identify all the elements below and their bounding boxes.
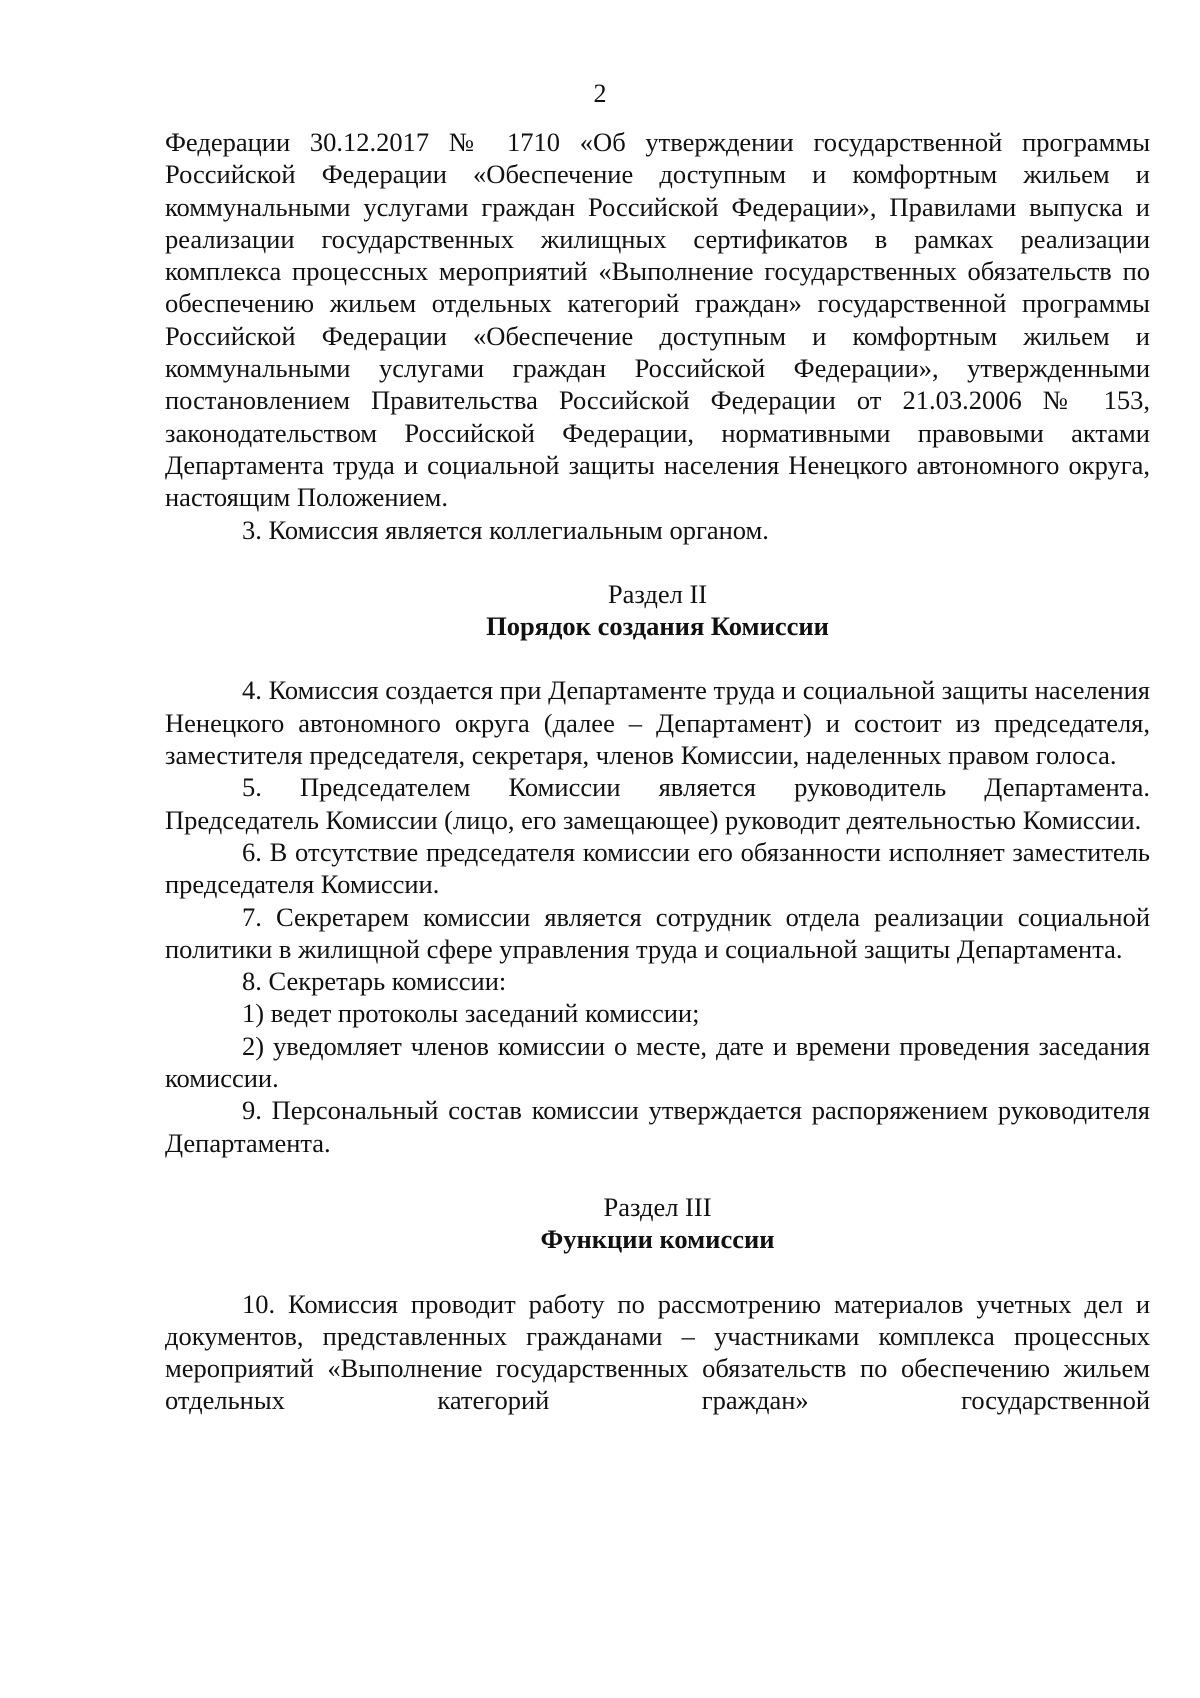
section-2-label: Раздел II: [607, 578, 708, 609]
item-4: 4. Комиссия создается при Департаменте труда и социальной защиты населения Ненецкого автономного округа (далее – Департамент) и состоит из председателя, заместителя председателя, секретаря, членов Комиссии, наделенных правом голоса.: [165, 675, 1150, 771]
item-7: 7. Секретарем комиссии является сотрудник отдела реализации социальной политики в жилищной сфере управления труда и социальной защиты Департамента.: [165, 901, 1150, 964]
section-3-label: Раздел III: [603, 1191, 712, 1222]
item-5: 5. Председателем Комиссии является руководитель Департамента. Председатель Комиссии (лицо, его замещающее) руководит деятельностью Комиссии.: [165, 772, 1150, 835]
item-8-2: 2) уведомляет членов комиссии о месте, дате и времени проведения заседания комиссии.: [165, 1030, 1150, 1094]
item-10: 10. Комиссия проводит работу по рассмотрению материалов учетных дел и документов, представленных гражданами – участниками комплекса процессных мероприятий «Выполнение государственных обязательств по обеспечению жильем отдельных категорий граждан» государственной: [165, 1288, 1150, 1416]
item-8-1: 1) ведет протоколы заседаний комиссии;: [242, 998, 700, 1029]
section-3-title: Функции комиссии: [540, 1224, 775, 1255]
item-3: 3. Комиссия является коллегиальным органом.: [242, 514, 769, 545]
document-body: [165, 126, 1150, 1417]
section-2-title: Порядок создания Комиссии: [486, 611, 829, 642]
page-number: 2: [593, 79, 607, 108]
item-6: 6. В отсутствие председателя комиссии его обязанности исполняет заместитель председателя Комиссии.: [165, 836, 1150, 900]
intro-paragraph: Федерации 30.12.2017 № 1710 «Об утверждении государственной программы Российской Федерации «Обеспечение доступным и комфортным жильем и коммунальными услугами граждан Российской Федерации», Правилами выпуска и реализации государственных жилищных сертификатов в рамках реализации комплекса процессных мероприятий «Выполнение государственных обязательств по обеспечению жильем отдельных категорий граждан» государственной программы Российской Федерации «Обеспечение доступным и комфортным жильем и коммунальными услугами граждан Российской Федерации», утвержденными постановлением Правительства Российской Федерации от 21.03.2006 № 153, законодательством Российской Федерации, нормативными правовыми актами Департамента труда и социальной защиты населения Ненецкого автономного округа, настоящим Положением.: [165, 127, 1150, 513]
item-8: 8. Секретарь комиссии:: [242, 966, 507, 997]
item-9: 9. Персональный состав комиссии утверждается распоряжением руководителя Департамента.: [165, 1095, 1150, 1158]
